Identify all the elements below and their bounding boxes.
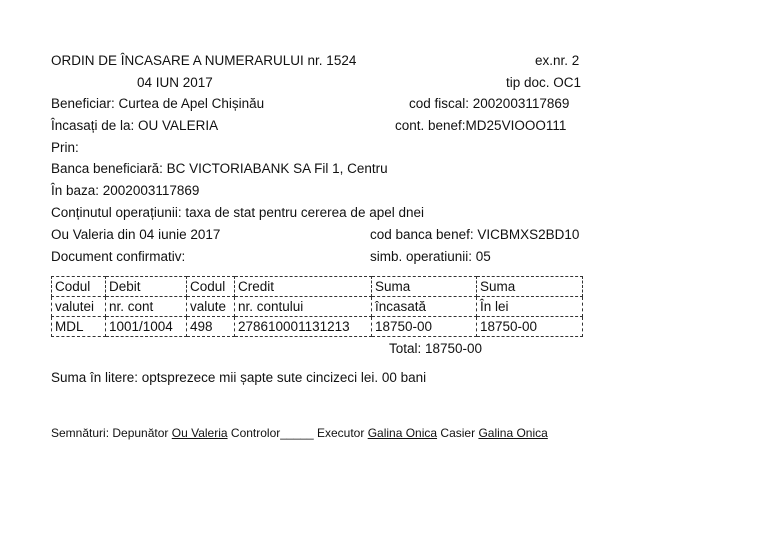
table-header-row <box>52 297 583 317</box>
table-row <box>52 317 583 337</box>
prin-label: Prin: <box>51 140 79 155</box>
beneficiary-bank: Banca beneficiară: BC VICTORIABANK SA Fil 1, Centru <box>51 161 388 176</box>
operation-symbol: simb. operatiunii: 05 <box>370 249 491 264</box>
header-cell: Debit <box>106 277 187 297</box>
signatures-prefix: Semnături: Depunător <box>51 426 169 440</box>
executor-signature: Galina Onica <box>367 426 438 440</box>
credit-account: 278610001131213 <box>235 317 372 337</box>
beneficiary-line: Beneficiar: Curtea de Apel Chișinău <box>51 96 265 111</box>
depositor-signature: Ou Valeria <box>171 426 228 440</box>
currency-code: MDL <box>52 317 106 337</box>
operation-content-cont: Ou Valeria din 04 iunie 2017 <box>51 227 221 242</box>
cashier-signature: Galina Onica <box>478 426 548 440</box>
table-total: Total: 18750-00 <box>389 341 483 356</box>
copy-number: ex.nr. 2 <box>535 53 580 68</box>
document-title: ORDIN DE ÎNCASARE A NUMERARULUI nr. 1524 <box>51 53 357 68</box>
operations-table <box>51 276 583 337</box>
currency-number: 498 <box>187 317 235 337</box>
bank-code: cod banca benef: VICBMXS2BD10 <box>370 227 580 242</box>
header-cell: În lei <box>477 297 583 317</box>
header-cell: valutei <box>52 297 106 317</box>
header-cell: Credit <box>235 277 372 297</box>
document-date: 04 IUN 2017 <box>137 75 213 90</box>
header-cell: Codul <box>187 277 235 297</box>
amount-lei: 18750-00 <box>477 317 583 337</box>
debit-account: 1001/1004 <box>106 317 187 337</box>
operation-content: Conținutul operațiunii: taxa de stat pentru cererea de apel dnei <box>51 205 424 220</box>
confirm-document: Document confirmativ: <box>51 249 186 264</box>
executor-label: Executor <box>316 426 365 440</box>
header-cell: nr. cont <box>106 297 187 317</box>
header-cell: Suma <box>372 277 477 297</box>
header-cell: nr. contului <box>235 297 372 317</box>
fiscal-code: cod fiscal: 2002003117869 <box>409 96 570 111</box>
document-type: tip doc. OC1 <box>506 75 582 90</box>
basis-line: În baza: 2002003117869 <box>51 183 200 198</box>
header-cell: Suma <box>477 277 583 297</box>
payer-line: Încasați de la: OU VALERIA <box>51 118 219 133</box>
controller-label: Controlor_____ <box>230 426 314 440</box>
header-cell: încasată <box>372 297 477 317</box>
signatures-line <box>51 424 548 442</box>
cashier-label: Casier <box>440 426 476 440</box>
header-cell: Codul <box>52 277 106 297</box>
header-cell: valute <box>187 297 235 317</box>
amount-collected: 18750-00 <box>372 317 477 337</box>
beneficiary-account: cont. benef:MD25VIOOO111 <box>395 118 567 133</box>
amount-in-words: Suma în litere: optsprezece mii șapte sute cincizeci lei. 00 bani <box>51 370 427 385</box>
table-header-row <box>52 277 583 297</box>
